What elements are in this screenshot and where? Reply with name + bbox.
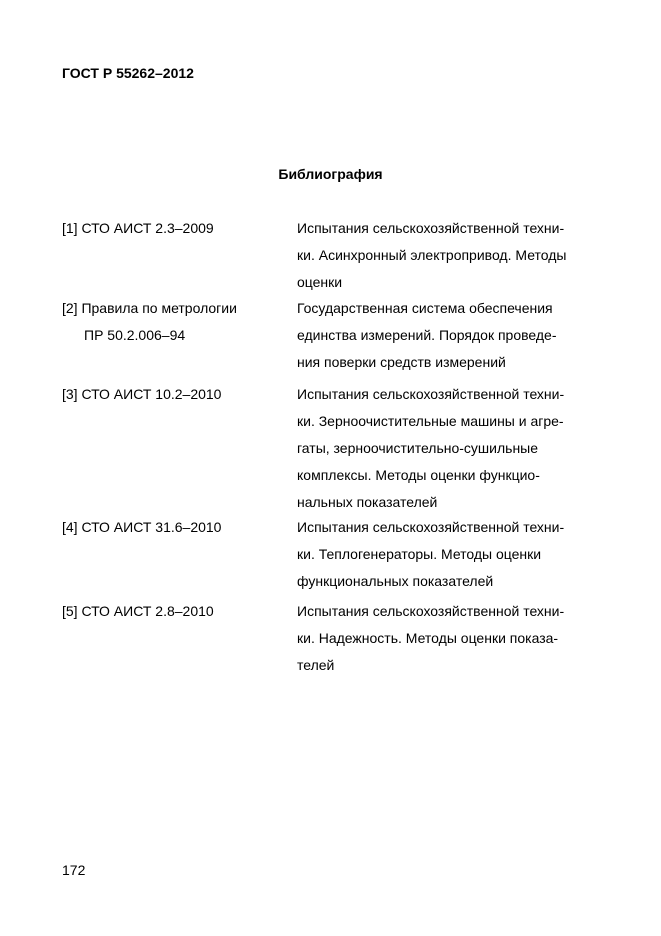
entry-reference-line: ПР 50.2.006–94	[84, 327, 186, 343]
entry-description-line: гаты, зерноочистительно-сушильные	[297, 440, 539, 456]
entry-reference-line: [5] СТО АИСТ 2.8–2010	[62, 603, 214, 619]
entry-description	[297, 295, 607, 376]
entry-description	[297, 381, 607, 516]
entry-description-line: ки. Надежность. Методы оценки показа-	[297, 630, 559, 646]
entry-description-line: ния поверки средств измерений	[297, 354, 506, 370]
entry-description-line: единства измерений. Порядок проведе-	[297, 327, 557, 343]
entry-description-line: оценки	[297, 274, 343, 290]
entry-reference-line: [4] СТО АИСТ 31.6–2010	[62, 519, 222, 535]
entry-reference	[62, 598, 287, 625]
entry-description-line: ки. Зерноочистительные машины и агре-	[297, 413, 564, 429]
entry-reference	[62, 215, 287, 242]
entry-description	[297, 598, 607, 679]
entry-description-line: телей	[297, 657, 335, 673]
entry-reference	[62, 381, 287, 408]
entry-description-line: Испытания сельскохозяйственной техни-	[297, 220, 565, 236]
entry-description-line: Испытания сельскохозяйственной техни-	[297, 386, 565, 402]
entry-description-line: функциональных показателей	[297, 573, 494, 589]
entry-reference-line: [2] Правила по метрологии	[62, 300, 237, 316]
entry-description-line: ки. Теплогенераторы. Методы оценки	[297, 546, 542, 562]
entry-description-line: комплексы. Методы оценки функцио-	[297, 467, 540, 483]
entry-reference	[62, 295, 287, 349]
entry-description	[297, 215, 607, 296]
entry-description	[297, 514, 607, 595]
document-header: ГОСТ Р 55262–2012	[62, 65, 194, 81]
entry-description-line: Государственная система обеспечения	[297, 300, 553, 316]
entry-reference	[62, 514, 287, 541]
entry-reference-line: [3] СТО АИСТ 10.2–2010	[62, 386, 222, 402]
entry-reference-line: [1] СТО АИСТ 2.3–2009	[62, 220, 214, 236]
page-number: 172	[62, 862, 86, 878]
section-title-text: Библиография	[278, 166, 383, 182]
entry-description-line: ки. Асинхронный электропривод. Методы	[297, 247, 567, 263]
section-title	[0, 165, 661, 183]
entry-description-line: нальных показателей	[297, 494, 438, 510]
entry-description-line: Испытания сельскохозяйственной техни-	[297, 519, 565, 535]
entry-description-line: Испытания сельскохозяйственной техни-	[297, 603, 565, 619]
